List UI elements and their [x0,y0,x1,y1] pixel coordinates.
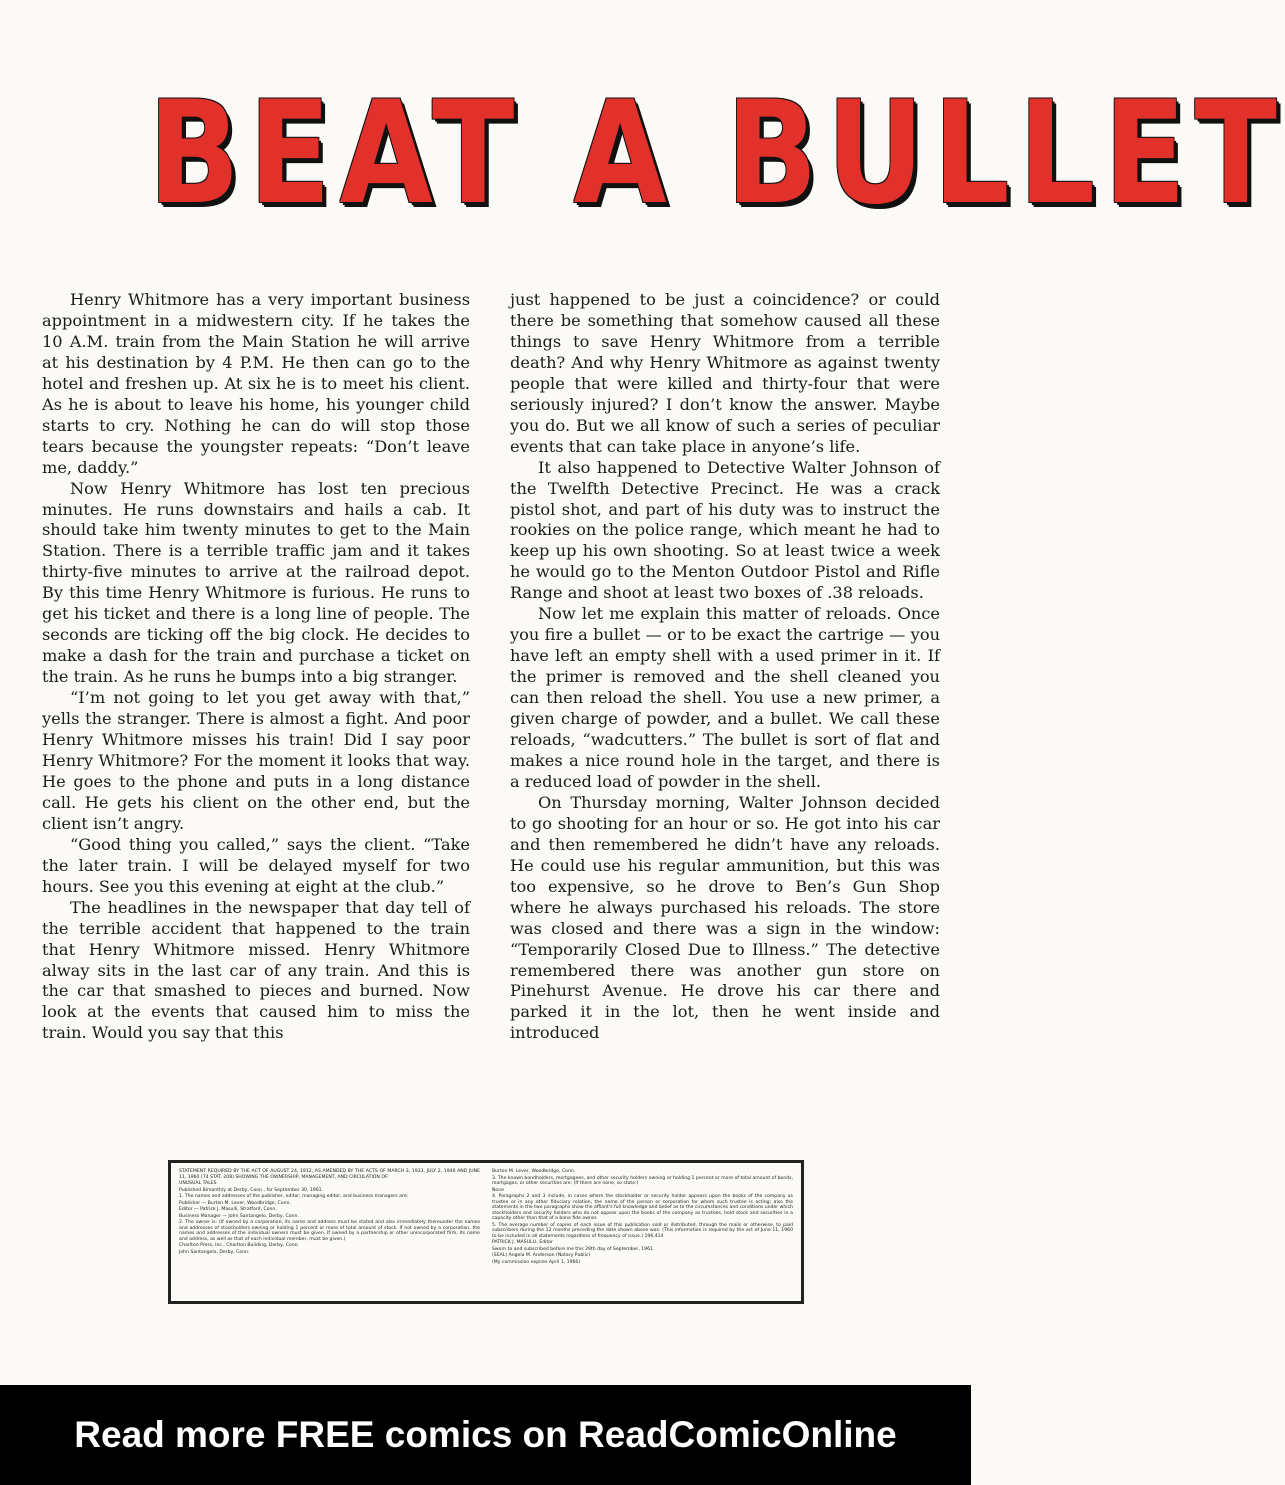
statement-line: Editor — Patrick J. Masulli, Stratford, Conn. [179,1207,277,1212]
promo-link[interactable]: Read more FREE comics on ReadComicOnline [74,1414,897,1455]
statement-line: PATRICK J. MASULLI, Editor [492,1240,553,1245]
statement-line: 2. The owner is: (If owned by a corporation, its name and address must be stated and also immediately thereunder the names and addresses of stockholders owning or holding 1 percent or more of total amount of stock. If not owned by a corporation, the names and addresses of the individual owners must be given. If owned by a partnership or other unincorporated firm, its name and address, as well as that of each individual member, must be given.) [179,1220,480,1242]
story-paragraph: The headlines in the newspaper that day tell of the terrible accident that happened to the train that Henry Whitmore missed. Henry Whitmore alway sits in the last car of any train. And this is the car that smashed to pieces and burned. Now look at the events that caused him to miss the train. Would you say that this [42,897,470,1043]
statement-line: Charlton Press, Inc., Charlton Building, Derby, Conn. [179,1243,300,1248]
statement-line: 3. The known bondholders, mortgagees, and other security holders owning or holding 1 percent or more of total amount of bonds, mortgages, or other securities are: (If there are none, so state.) [492,1175,793,1186]
story-paragraph: Now Henry Whitmore has lost ten precious minutes. He runs downstairs and hails a cab. It should take him twenty minutes to get to the Main Station. There is a terrible traffic jam and it takes thirty-five minutes to arrive at the railroad depot. By this time Henry Whitmore is furious. He runs to get his ticket and there is a long line of people. The seconds are ticking off the big clock. He decides to make a dash for the train and purchase a ticket on the train. As he runs he bumps into a big stranger. [42,478,470,687]
statement-line: (SEAL) Angela M. Anderson (Notary Public) [492,1253,591,1258]
statement-line: 1. The names and addresses of the publisher, editor, managing editor, and business managers are: [179,1194,409,1199]
ownership-statement-box [168,1160,804,1304]
story-paragraph: It also happened to Detective Walter Johnson of the Twelfth Detective Precinct. He was a crack pistol shot, and part of his duty was to instruct the rookies on the police range, which meant he had to keep up his own shooting. So at least twice a week he would go to the Menton Outdoor Pistol and Rifle Range and shoot at least two boxes of .38 reloads. [510,457,940,603]
statement-line: 5. The average number of copies of each issue of this publication sold or distributed, through the mails or otherwise, to paid subscribers during the 12 months preceding the date shown above was: (This information is required by the act of June 11, 1960 to be included in all statements regardless of frequency of issue.) 196,414 [492,1222,793,1239]
promo-banner[interactable] [0,1385,971,1485]
statement-line: Published Bimonthly at Derby, Conn., for September 30, 1961. [179,1187,324,1193]
statement-column-left [179,1169,480,1295]
statement-line: Publisher — Burton M. Lever, Woodbridge, Conn. [179,1200,291,1206]
statement-line: Business Manager — John Santangelo, Derby, Conn. [179,1213,299,1219]
statement-line: (My commission expires April 1, 1966) [492,1259,581,1265]
statement-line: None [492,1187,504,1193]
story-paragraph: “I’m not going to let you get away with that,” yells the stranger. There is almost a fight. And poor Henry Whitmore misses his train! Did I say poor Henry Whitmore? For the moment it looks that way. He goes to the phone and puts in a long distance call. He gets his client on the other end, but the client isn’t angry. [42,688,470,833]
page-title: BEAT A BULLET [148,71,1285,236]
story-column-left [42,290,470,1122]
statement-line: UNUSUAL TALES [179,1181,217,1186]
story-column-right [510,290,940,1122]
statement-column-right [492,1169,793,1295]
statement-line: 4. Paragraphs 2 and 3 include, in cases where the stockholder or security holder appears upon the books of the company as trustee or in any other fiduciary relation, the name of the person or corporation for whom such trustee is acting; also the statements in the two paragraphs show the affiant's full knowledge and belief as to the circumstances and conditions under which stockholders and security holders who do not appear upon the books of the company as trustees, hold stock and securities in a capacity other than that of a bona fide owner. [492,1194,794,1221]
story-paragraph: On Thursday morning, Walter Johnson decided to go shooting for an hour or so. He got into his car and then remembered he didn’t have any reloads. He could use his regular ammunition, but this was too expensive, so he drove to Ben’s Gun Shop where he always purchased his reloads. The store was closed and there was a sign in the window: “Temporarily Closed Due to Illness.” The detective remembered there was another gun store on Pinehurst Avenue. He drove his car there and parked it in the lot, then he went inside and introduced [510,792,940,1043]
story-paragraph-continuation: just happened to be just a coincidence? or could there be something that somehow caused all these things to save Henry Whitmore from a terrible death? And why Henry Whitmore as against twenty people that were killed and thirty-four that were seriously injured? I don’t know the answer. Maybe you do. But we all know of such a series of peculiar events that can take place in anyone’s life. [510,290,940,456]
statement-line: Burton M. Lever, Woodbridge, Conn. [492,1169,576,1174]
story-paragraph: “Good thing you called,” says the client. “Take the later train. I will be delayed myself for two hours. See you this evening at eight at the club.” [42,834,470,896]
statement-line: John Santangelo, Derby, Conn. [179,1249,250,1255]
story-paragraph: Henry Whitmore has a very important business appointment in a midwestern city. If he takes the 10 A.M. train from the Main Station he will arrive at his destination by 4 P.M. He then can go to the hotel and freshen up. At six he is to meet his client. As he is about to leave his home, his younger child starts to cry. Nothing he can do will stop those tears because the youngster repeats: “Don’t leave me, daddy.” [42,290,470,477]
statement-line: Sworn to and subscribed before me this 29th day of September, 1961. [492,1246,655,1252]
statement-line: STATEMENT REQUIRED BY THE ACT OF AUGUST 24, 1912, AS AMENDED BY THE ACTS OF MARCH 3, 1933, JULY 2, 1946 AND JUNE 11, 1960 (74 STAT. 208) SHOWING THE OWNERSHIP, MANAGEMENT, AND CIRCULATION OF: [179,1169,480,1180]
story-paragraph: Now let me explain this matter of reloads. Once you fire a bullet — or to be exact the cartrige — you have left an empty shell with a used primer in it. If the primer is removed and the shell cleaned you can then reload the shell. You use a new primer, a given charge of powder, and a bullet. We call these reloads, “wadcutters.” The bullet is sort of flat and makes a nice round hole in the target, and there is a reduced load of powder in the shell. [510,604,940,791]
